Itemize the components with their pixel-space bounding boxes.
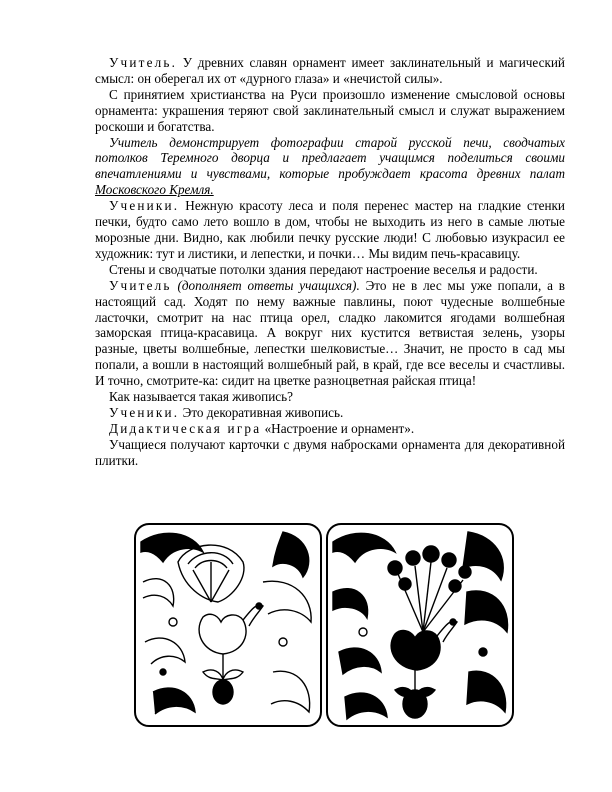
paragraph-walls: Стены и сводчатые потолки здания передают настроение веселья и радости.: [109, 261, 538, 277]
paragraph-students-decorative: Ученики. Это декоративная живопись.: [109, 404, 344, 420]
speaker-label: Ученики.: [109, 404, 180, 420]
paragraph-teacher-garden: Учитель (дополняет ответы учащихся). Это не в лес мы уже попали, а в настоящий сад. Ходят по нему важные павлины, поют чудесные волшебные ласточки, смотрит на нас птица орел, сладко лакомится ягодами волшебная заморская птица-красавица. А вокруг них кустится ветвистая зелень, узоры разные, цветы волшебные, лепестки шелковистые… Значит, не просто в сад мы попали, а вошли в настоящий волшебный рай, в край, где все веселы и счастливы. И точно, смотрите-ка: сидит на цветке разноцветная райская птица!: [95, 277, 565, 389]
paragraph-question: Как называется такая живопись?: [109, 389, 293, 405]
ornament-tiles-figure: [133, 522, 516, 728]
paragraph-cards: Учащиеся получают карточки с двумя набросками орнамента для декоративной плитки.: [95, 436, 565, 468]
document-body: [95, 55, 565, 469]
paragraph-christianity: С принятием христианства на Руси произошло изменение смысловой основы орнамента: украшения теряют свой заклинательный смысл и служат выражением роскоши и богатства.: [95, 86, 565, 134]
speaker-label: Ученики.: [109, 198, 180, 214]
peacock-ornament-tile-outline-icon: [135, 524, 321, 726]
speaker-label: Учитель.: [109, 55, 178, 70]
speaker-label: Учитель: [109, 277, 172, 293]
paragraph-didactic-game: Дидактическая игра «Настроение и орнамент».: [109, 420, 415, 436]
paragraph-teacher-demo: Учитель демонстрирует фотографии старой русской печи, сводчатых потолков Теремного дворца и предлагает учащимся поделиться своими впечатлениями и чувствами, которые пробуждает красота древних палат Московского Кремля.: [95, 134, 565, 198]
game-label: Дидактическая игра: [109, 420, 262, 436]
paragraph-students-answer: Ученики. Нежную красоту леса и поля перенес мастер на гладкие стенки печки, будто само лето вошло в дом, чтобы не выходить из него в самые лютые морозные дни. Видно, как любили печку русские люди! С любовью изукрасил ее художник: тут и листики, и лепестки, и почки… Мы видим печь-красавицу.: [95, 198, 565, 261]
paragraph-teacher-intro: Учитель. У древних славян орнамент имеет заклинательный и магический смысл: он оберегал их от «дурного глаза» и «нечистой силы».: [95, 55, 565, 86]
peacock-ornament-tile-filled-icon: [327, 524, 513, 726]
